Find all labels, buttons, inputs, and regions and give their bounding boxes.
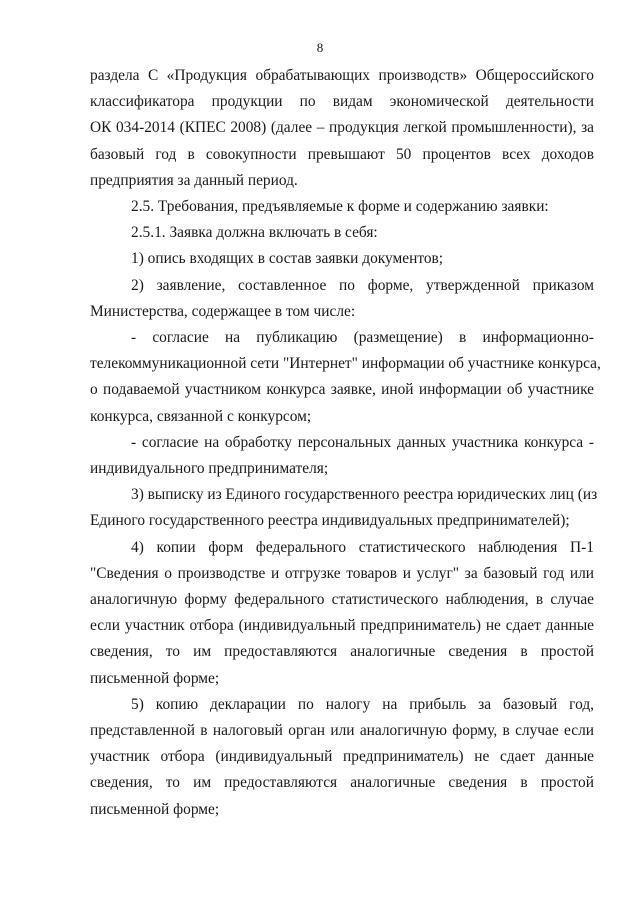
text-line: конкурса, связанной с конкурсом; bbox=[90, 407, 312, 425]
text-line: письменной форме; bbox=[90, 800, 220, 818]
text-line: 5) копию декларации по налогу на прибыль за базовый год, bbox=[131, 695, 594, 713]
text-line: письменной форме; bbox=[90, 669, 220, 687]
text-line: "Сведения о производстве и отгрузке товаров и услуг" за базовый год или bbox=[90, 564, 594, 582]
text-line: сведения, то им предоставляются аналогичные сведения в простой bbox=[90, 643, 594, 661]
text-line: - согласие на обработку персональных данных участника конкурса - bbox=[131, 433, 594, 451]
text-line: о подаваемой участником конкурса заявке, иной информации об участнике bbox=[90, 381, 594, 399]
text-line: классификатора продукции по видам экономической деятельности bbox=[90, 93, 594, 111]
text-line: индивидуального предпринимателя; bbox=[90, 460, 329, 477]
page-number: 8 bbox=[316, 40, 324, 55]
text-line: 2.5. Требования, предъявляемые к форме и содержанию заявки: bbox=[131, 198, 549, 215]
text-line: - согласие на публикацию (размещение) в информационно- bbox=[131, 329, 594, 346]
text-line: Министерства, содержащее в том числе: bbox=[90, 302, 356, 320]
text-line: представленной в налоговый орган или аналогичную форму, в случае если bbox=[90, 722, 594, 739]
text-line: раздела С «Продукция обрабатывающих производств» Общероссийского bbox=[90, 67, 594, 84]
text-line: 2.5.1. Заявка должна включать в себя: bbox=[131, 224, 378, 242]
text-line: участник отбора (индивидуальный предприниматель) не сдает данные bbox=[90, 748, 594, 766]
text-line: 4) копии форм федерального статистического наблюдения П-1 bbox=[131, 538, 594, 556]
text-line: сведения, то им предоставляются аналогичные сведения в простой bbox=[90, 774, 594, 792]
text-line: 1) опись входящих в состав заявки документов; bbox=[131, 250, 444, 268]
text-line: ОК 034-2014 (КПЕС 2008) (далее – продукция легкой промышленности), за bbox=[90, 119, 594, 137]
text-line: базовый год в совокупности превышают 50 процентов всех доходов bbox=[90, 145, 594, 163]
text-line: телекоммуникационной сети "Интернет" информации об участнике конкурса, bbox=[90, 355, 601, 373]
text-line: 3) выписку из Единого государственного реестра юридических лиц (из bbox=[131, 486, 598, 504]
text-line: Единого государственного реестра индивидуальных предпринимателей); bbox=[90, 512, 570, 530]
text-line: 2) заявление, составленное по форме, утвержденной приказом bbox=[131, 276, 594, 294]
text-line: если участник отбора (индивидуальный предприниматель) не сдает данные bbox=[90, 617, 594, 635]
text-line: аналогичную форму федерального статистического наблюдения, в случае bbox=[90, 591, 594, 608]
text-line: предприятия за данный период. bbox=[90, 171, 298, 189]
